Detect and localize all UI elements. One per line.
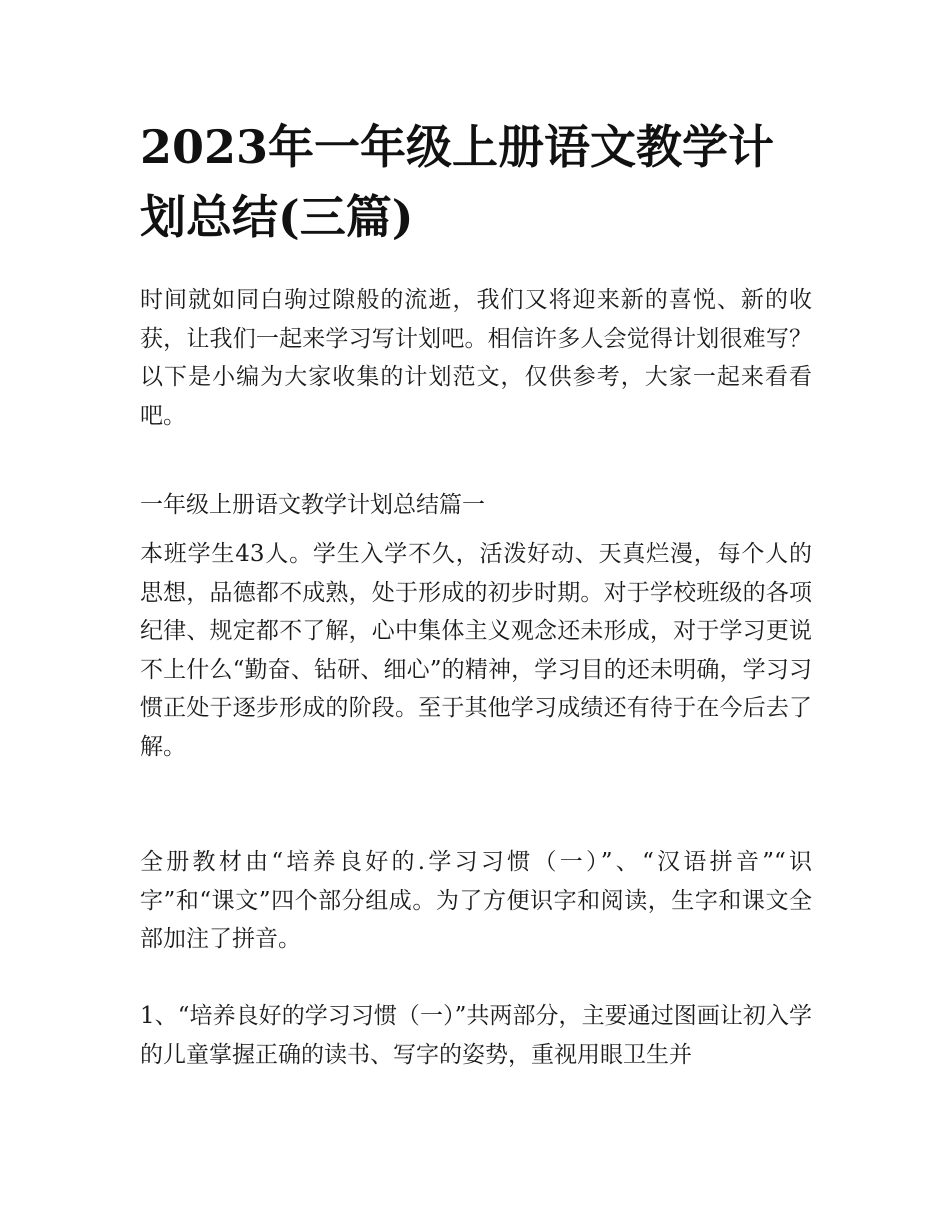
document-title: 2023年一年级上册语文教学计划总结(三篇) bbox=[140, 120, 775, 244]
section-heading: 一年级上册语文教学计划总结篇一 bbox=[140, 492, 485, 518]
class-situation-paragraph: 本班学生43人。学生入学不久，活泼好动、天真烂漫，每个人的思想，品德都不成熟，处于形成的初步时期。对于学校班级的各项纪律、规定都不了解，心中集体主义观念还未形成，对于学习更说不上什么“勤奋、钻研、细心”的精神，学习目的还未明确，学习习惯正处于逐步形成的阶段。至于其他学习成绩还有待于在今后去了解。 bbox=[140, 541, 812, 760]
textbook-overview-paragraph: 全册教材由“培养良好的.学习习惯（一）”、“汉语拼音”“识字”和“课文”四个部分组成。为了方便识字和阅读，生字和课文全部加注了拼音。 bbox=[140, 849, 812, 952]
list-item-1: 1、“培养良好的学习习惯（一）”共两部分，主要通过图画让初入学的儿童掌握正确的读书、写字的姿势，重视用眼卫生并 bbox=[140, 1003, 812, 1068]
intro-paragraph: 时间就如同白驹过隙般的流逝，我们又将迎来新的喜悦、新的收获，让我们一起来学习写计划吧。相信许多人会觉得计划很难写？以下是小编为大家收集的计划范文，仅供参考，大家一起来看看吧。 bbox=[140, 287, 812, 429]
